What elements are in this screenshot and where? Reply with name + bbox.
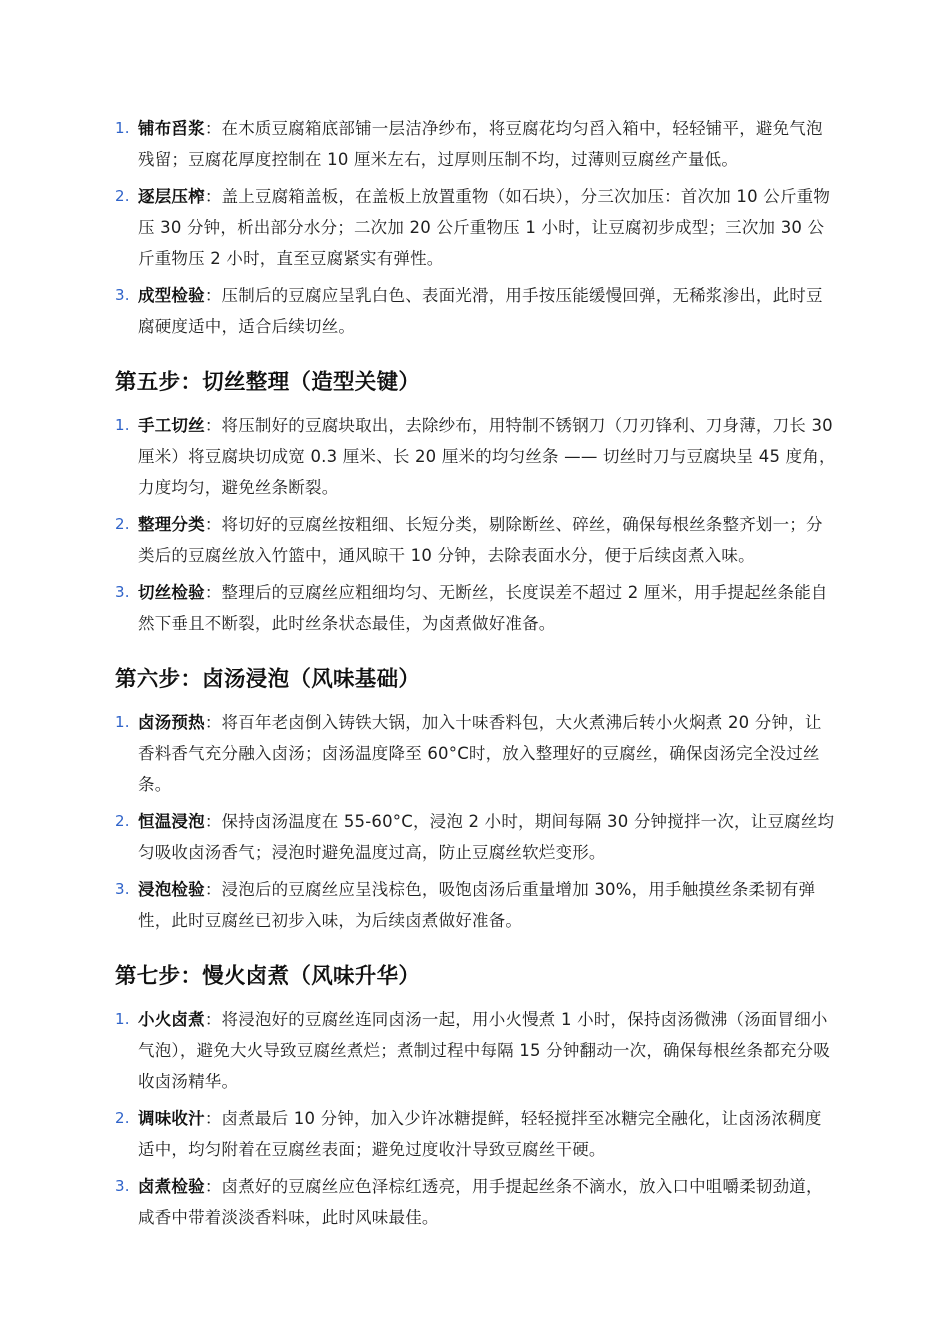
list-item bbox=[115, 509, 837, 571]
list-number: 3. bbox=[115, 286, 130, 304]
item-term: 小火卤煮 bbox=[138, 1010, 205, 1029]
list-number: 1. bbox=[115, 713, 130, 731]
list-number: 2. bbox=[115, 187, 130, 205]
list-item bbox=[115, 874, 837, 936]
item-term: 切丝检验 bbox=[138, 583, 205, 602]
item-text: ：将百年老卤倒入铸铁大锅，加入十味香料包，大火煮沸后转小火焖煮 20 分钟，让香料香气充分融入卤汤；卤汤温度降至 60°C时，放入整理好的豆腐丝，确保卤汤完全没过丝条。 bbox=[138, 713, 822, 794]
item-term: 浸泡检验 bbox=[138, 880, 205, 899]
step-list-top bbox=[115, 113, 837, 342]
step-list-step-6 bbox=[115, 707, 837, 936]
step-list-step-7 bbox=[115, 1004, 837, 1233]
item-term: 整理分类 bbox=[138, 515, 205, 534]
item-term: 卤煮检验 bbox=[138, 1177, 205, 1196]
item-text: ：保持卤汤温度在 55-60°C，浸泡 2 小时，期间每隔 30 分钟搅拌一次，让豆腐丝均匀吸收卤汤香气；浸泡时避免温度过高，防止豆腐丝软烂变形。 bbox=[138, 812, 835, 862]
item-text: ：盖上豆腐箱盖板，在盖板上放置重物（如石块），分三次加压：首次加 10 公斤重物压 30 分钟，析出部分水分；二次加 20 公斤重物压 1 小时，让豆腐初步成型；三次加 30 公斤重物压 2 小时，直至豆腐紧实有弹性。 bbox=[138, 187, 831, 268]
item-term: 手工切丝 bbox=[138, 416, 205, 435]
list-item bbox=[115, 707, 837, 800]
item-text: ：卤煮好的豆腐丝应色泽棕红透亮，用手提起丝条不滴水，放入口中咀嚼柔韧劲道，咸香中带着淡淡香料味，此时风味最佳。 bbox=[138, 1177, 823, 1227]
list-item bbox=[115, 1103, 837, 1165]
list-item bbox=[115, 410, 837, 503]
list-number: 2. bbox=[115, 515, 130, 533]
step-list-step-5 bbox=[115, 410, 837, 639]
list-item bbox=[115, 113, 837, 175]
document-content bbox=[115, 113, 837, 1239]
list-item bbox=[115, 806, 837, 868]
item-term: 铺布舀浆 bbox=[138, 119, 205, 138]
list-number: 1. bbox=[115, 1010, 130, 1028]
item-text: ：将压制好的豆腐块取出，去除纱布，用特制不锈钢刀（刀刃锋利、刀身薄，刀长 30 厘米）将豆腐块切成宽 0.3 厘米、长 20 厘米的均匀丝条 —— 切丝时刀与豆腐块呈 45 度角，力度均匀，避免丝条断裂。 bbox=[138, 416, 836, 497]
list-number: 2. bbox=[115, 1109, 130, 1127]
item-text: ：将切好的豆腐丝按粗细、长短分类，剔除断丝、碎丝，确保每根丝条整齐划一；分类后的豆腐丝放入竹篮中，通风晾干 10 分钟，去除表面水分，便于后续卤煮入味。 bbox=[138, 515, 823, 565]
list-number: 3. bbox=[115, 880, 130, 898]
item-term: 逐层压榨 bbox=[138, 187, 205, 206]
item-text: ：在木质豆腐箱底部铺一层洁净纱布，将豆腐花均匀舀入箱中，轻轻铺平，避免气泡残留；豆腐花厚度控制在 10 厘米左右，过厚则压制不均，过薄则豆腐丝产量低。 bbox=[138, 119, 823, 169]
list-number: 1. bbox=[115, 416, 130, 434]
list-number: 2. bbox=[115, 812, 130, 830]
list-item bbox=[115, 577, 837, 639]
item-term: 调味收汁 bbox=[138, 1109, 205, 1128]
item-term: 成型检验 bbox=[138, 286, 205, 305]
list-number: 3. bbox=[115, 583, 130, 601]
item-term: 恒温浸泡 bbox=[138, 812, 205, 831]
section-heading-step-7: 第七步：慢火卤煮（风味升华） bbox=[115, 964, 421, 989]
section-heading-step-6: 第六步：卤汤浸泡（风味基础） bbox=[115, 667, 421, 692]
item-text: ：整理后的豆腐丝应粗细均匀、无断丝，长度误差不超过 2 厘米，用手提起丝条能自然下垂且不断裂，此时丝条状态最佳，为卤煮做好准备。 bbox=[138, 583, 828, 633]
list-number: 1. bbox=[115, 119, 130, 137]
list-item bbox=[115, 1004, 837, 1097]
list-item bbox=[115, 181, 837, 274]
item-text: ：浸泡后的豆腐丝应呈浅棕色，吸饱卤汤后重量增加 30%，用手触摸丝条柔韧有弹性，此时豆腐丝已初步入味，为后续卤煮做好准备。 bbox=[138, 880, 816, 930]
item-text: ：卤煮最后 10 分钟，加入少许冰糖提鲜，轻轻搅拌至冰糖完全融化，让卤汤浓稠度适中，均匀附着在豆腐丝表面；避免过度收汁导致豆腐丝干硬。 bbox=[138, 1109, 822, 1159]
list-number: 3. bbox=[115, 1177, 130, 1195]
item-text: ：压制后的豆腐应呈乳白色、表面光滑，用手按压能缓慢回弹，无稀浆渗出，此时豆腐硬度适中，适合后续切丝。 bbox=[138, 286, 823, 336]
list-item bbox=[115, 1171, 837, 1233]
list-item bbox=[115, 280, 837, 342]
item-term: 卤汤预热 bbox=[138, 713, 205, 732]
item-text: ：将浸泡好的豆腐丝连同卤汤一起，用小火慢煮 1 小时，保持卤汤微沸（汤面冒细小气泡），避免大火导致豆腐丝煮烂；煮制过程中每隔 15 分钟翻动一次，确保每根丝条都充分吸收卤汤精华。 bbox=[138, 1010, 831, 1091]
section-heading-step-5: 第五步：切丝整理（造型关键） bbox=[115, 370, 421, 395]
